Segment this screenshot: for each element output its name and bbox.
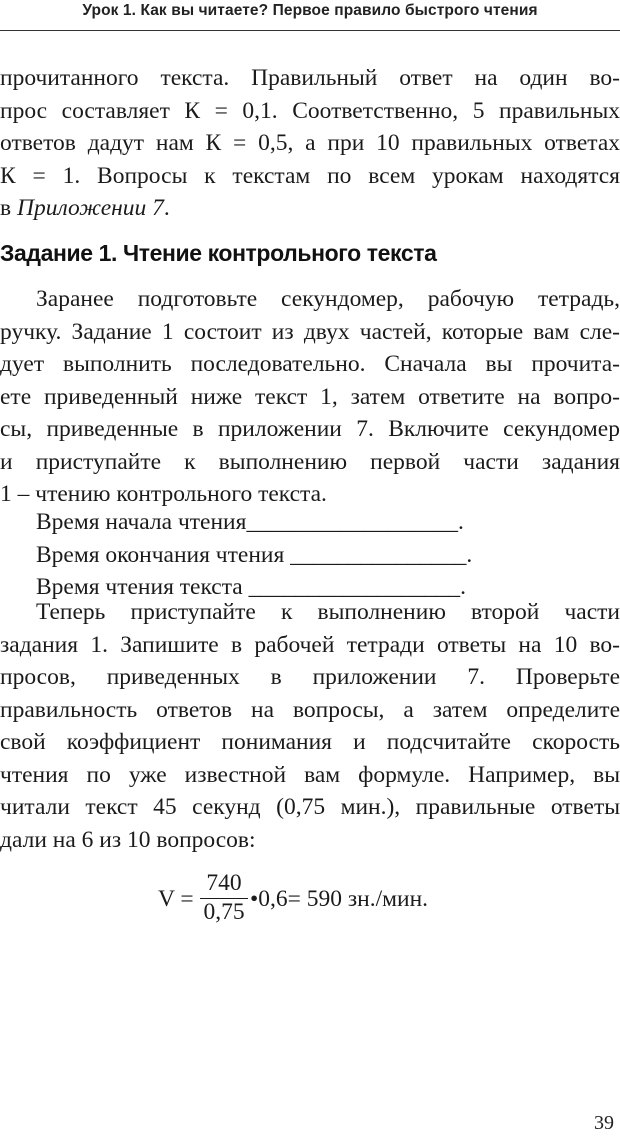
reading-time-line: Время чтения текста __________________. <box>36 574 466 600</box>
paragraph-task-intro <box>0 283 620 511</box>
text-line: К = 1. Вопросы к текстам по всем урокам находятся <box>0 162 620 189</box>
text-line: дали на 6 из 10 вопросов: <box>0 826 256 853</box>
page-number: 39 <box>594 1112 614 1134</box>
paragraph-continued <box>0 62 620 225</box>
paragraph-second-part <box>0 596 620 856</box>
running-head: Урок 1. Как вы читаете? Первое правило быстрого чтения <box>82 2 538 19</box>
start-time-line: Время начала чтения__________________. <box>36 509 464 535</box>
end-time-line: Время окончания чтения _______________. <box>36 541 473 568</box>
formula-result: •0,6= 590 зн./мин. <box>250 886 429 912</box>
text-line: чтения по уже известной вам формуле. Например, вы <box>0 761 620 788</box>
formula-fraction <box>200 870 248 925</box>
text-line: ручку. Задание 1 состоит из двух частей, которые вам сле- <box>0 318 620 345</box>
text-fragment: в <box>0 195 17 221</box>
section-heading: Задание 1. Чтение контрольного текста <box>0 240 437 266</box>
fraction-denominator: 0,75 <box>203 899 245 925</box>
text-line: и приступайте к выполнению первой части задания <box>0 448 620 475</box>
text-line: Теперь приступайте к выполнению второй части <box>36 599 620 625</box>
text-line: правильность ответов на вопросы, а затем определите <box>0 696 620 723</box>
formula-lhs: V = <box>158 886 194 912</box>
appendix-reference: Приложении 7 <box>16 195 164 221</box>
text-line: ете приведенный ниже текст 1, затем ответите на вопро- <box>0 383 620 410</box>
text-line: свой коэффициент понимания и подсчитайте скорость <box>0 729 620 755</box>
text-line: прос составляет К = 0,1. Соответственно, 5 правильных <box>0 97 620 124</box>
text-line: просов, приведенных в приложении 7. Проверьте <box>0 664 620 690</box>
text-line: читали текст 45 секунд (0,75 мин.), правильные ответы <box>0 794 620 820</box>
time-fill-in-lines <box>0 506 620 604</box>
header-rule <box>0 30 620 31</box>
text-line: сы, приведенные в приложении 7. Включите секундомер <box>0 416 620 442</box>
text-line: задания 1. Запишите в рабочей тетради ответы на 10 во- <box>0 631 620 658</box>
text-line: 1 – чтению контрольного текста. <box>0 481 327 507</box>
text-line: Заранее подготовьте секундомер, рабочую тетрадь, <box>36 286 620 312</box>
text-line: прочитанного текста. Правильный ответ на один во- <box>0 65 620 91</box>
fraction-numerator: 740 <box>206 870 242 896</box>
text-line: ответов дадут нам К = 0,5, а при 10 правильных ответах <box>0 130 620 156</box>
text-line: дует выполнить последовательно. Сначала вы прочита- <box>0 351 620 377</box>
text-fragment: . <box>163 195 170 221</box>
text-line <box>0 192 620 225</box>
